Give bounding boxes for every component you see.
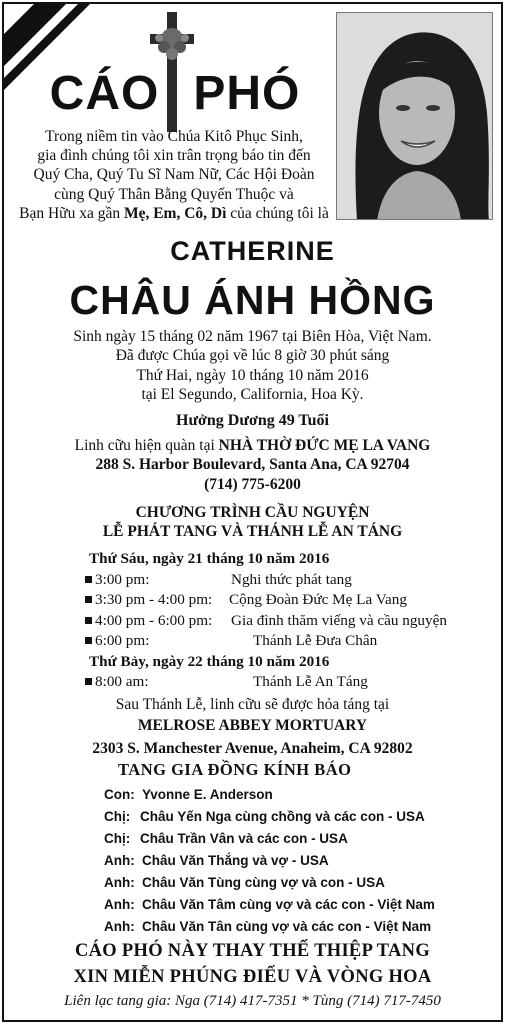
program-line: CHƯƠNG TRÌNH CẦU NGUYỆN xyxy=(135,504,370,521)
bio-passing: Đã được Chúa gọi về lúc 8 giờ 30 phút sáng xyxy=(115,347,390,365)
family-title: TANG GIA ĐỒNG KÍNH BÁO xyxy=(118,760,352,779)
family-member xyxy=(104,894,494,916)
family-member xyxy=(104,828,494,850)
closing-line: CÁO PHÓ NÀY THAY THẾ THIỆP TANG xyxy=(74,941,431,961)
deceased-first-name: CATHERINE xyxy=(170,236,335,266)
schedule-time: 3:00 pm: xyxy=(95,570,150,588)
family-relation: Anh: xyxy=(104,875,135,890)
viewing-location xyxy=(0,436,505,455)
title-word-cao: CÁO xyxy=(49,67,160,120)
family-name: Châu Yến Nga cùng chồng và các con - USA xyxy=(140,809,425,824)
closing-notice xyxy=(0,938,505,990)
viewing-phone: (714) 775-6200 xyxy=(204,475,301,493)
program-title xyxy=(0,504,505,541)
schedule-item xyxy=(85,570,485,591)
intro-line: Quý Cha, Quý Tu Sĩ Nam Nữ, Các Hội Đoàn xyxy=(33,166,315,184)
schedule-day: Thứ Bảy, ngày 22 tháng 10 năm 2016 xyxy=(89,652,330,670)
viewing-text: Linh cữu hiện quàn tại xyxy=(74,437,219,455)
bullet-square-icon xyxy=(85,576,92,583)
schedule-time: 8:00 am: xyxy=(95,673,149,690)
schedule-time: 4:00 pm - 6:00 pm: xyxy=(95,611,213,629)
portrait-photo xyxy=(336,12,493,220)
schedule-time: 6:00 pm: xyxy=(95,632,150,649)
burial-place: MELROSE ABBEY MORTUARY xyxy=(137,716,368,734)
bullet-square-icon xyxy=(85,678,92,685)
portrait-image xyxy=(337,13,493,220)
family-member xyxy=(104,784,494,806)
schedule-event: Nghi thức phát tang xyxy=(231,570,352,588)
contact-info: Liên lạc tang gia: Nga (714) 417-7351 * Tùng (714) 717-7450 xyxy=(64,993,441,1009)
family-name: Châu Văn Thắng và vợ - USA xyxy=(142,853,329,868)
bio-age: Hưởng Dương 49 Tuổi xyxy=(176,411,329,429)
bio-section xyxy=(0,327,505,494)
family-relation: Anh: xyxy=(104,919,135,934)
schedule-event: Gia đình thăm viếng và cầu nguyện xyxy=(231,611,447,629)
family-relation: Anh: xyxy=(104,853,135,868)
intro-paragraph xyxy=(8,127,340,223)
schedule-day: Thứ Sáu, ngày 21 tháng 10 năm 2016 xyxy=(89,550,330,567)
family-name: Châu Văn Tân cùng vợ và các con - Việt Nam xyxy=(142,919,432,934)
intro-line: cùng Quý Thân Bằng Quyến Thuộc và xyxy=(54,185,294,203)
bullet-square-icon xyxy=(85,637,92,644)
schedule-item xyxy=(85,611,485,632)
intro-text: Bạn Hữu xa gần xyxy=(19,204,124,222)
family-relation: Con: xyxy=(104,787,135,802)
deceased-full-name: CHÂU ÁNH HỒNG xyxy=(69,277,436,323)
burial-address: 2303 S. Manchester Avenue, Anaheim, CA 92802 xyxy=(92,740,413,757)
viewing-place: NHÀ THỜ ĐỨC MẸ LA VANG xyxy=(218,437,431,455)
family-member xyxy=(104,916,494,938)
family-name: Châu Văn Tâm cùng vợ và các con - Việt Nam xyxy=(142,897,435,912)
family-relation: Chị: xyxy=(104,809,131,824)
schedule-event: Thánh Lễ An Táng xyxy=(253,673,368,690)
bio-birth: Sinh ngày 15 tháng 02 năm 1967 tại Biên Hòa, Việt Nam. xyxy=(73,328,432,345)
family-name: Yvonne E. Anderson xyxy=(142,787,273,802)
bio-place: tại El Segundo, California, Hoa Kỳ. xyxy=(141,386,364,404)
family-name: Châu Trần Vân và các con - USA xyxy=(140,831,348,846)
closing-line: XIN MIỄN PHÚNG ĐIẾU VÀ VÒNG HOA xyxy=(73,967,432,987)
bullet-square-icon xyxy=(85,596,92,603)
program-line: LỄ PHÁT TANG VÀ THÁNH LỄ AN TÁNG xyxy=(102,522,403,540)
schedule-event: Cộng Đoàn Đức Mẹ La Vang xyxy=(229,591,407,608)
intro-line: gia đình chúng tôi xin trân trọng báo tin đến xyxy=(37,147,311,165)
schedule xyxy=(85,549,485,693)
schedule-time: 3:30 pm - 4:00 pm: xyxy=(95,591,213,608)
schedule-item xyxy=(85,590,485,611)
bio-date: Thứ Hai, ngày 10 tháng 10 năm 2016 xyxy=(136,366,369,384)
intro-text: của chúng tôi là xyxy=(226,204,329,222)
burial-section xyxy=(0,695,505,760)
schedule-event: Thánh Lễ Đưa Chân xyxy=(253,632,378,649)
intro-line: Trong niềm tin vào Chúa Kitô Phục Sinh, xyxy=(45,128,303,145)
family-member xyxy=(104,872,494,894)
schedule-item xyxy=(85,631,485,652)
family-list xyxy=(104,784,494,938)
schedule-item xyxy=(85,672,485,693)
page-title xyxy=(30,66,320,121)
family-relation: Chị: xyxy=(104,831,131,846)
family-relation: Anh: xyxy=(104,897,135,912)
intro-relation: Mẹ, Em, Cô, Dì xyxy=(123,204,227,222)
burial-note: Sau Thánh Lễ, linh cữu sẽ được hỏa táng tại xyxy=(115,696,390,713)
family-member xyxy=(104,806,494,828)
viewing-address: 288 S. Harbor Boulevard, Santa Ana, CA 92704 xyxy=(95,456,410,474)
title-word-pho: PHÓ xyxy=(193,67,301,120)
family-name: Châu Văn Tùng cùng vợ và con - USA xyxy=(142,875,385,890)
family-member xyxy=(104,850,494,872)
intro-line xyxy=(8,204,340,223)
bullet-square-icon xyxy=(85,617,92,624)
